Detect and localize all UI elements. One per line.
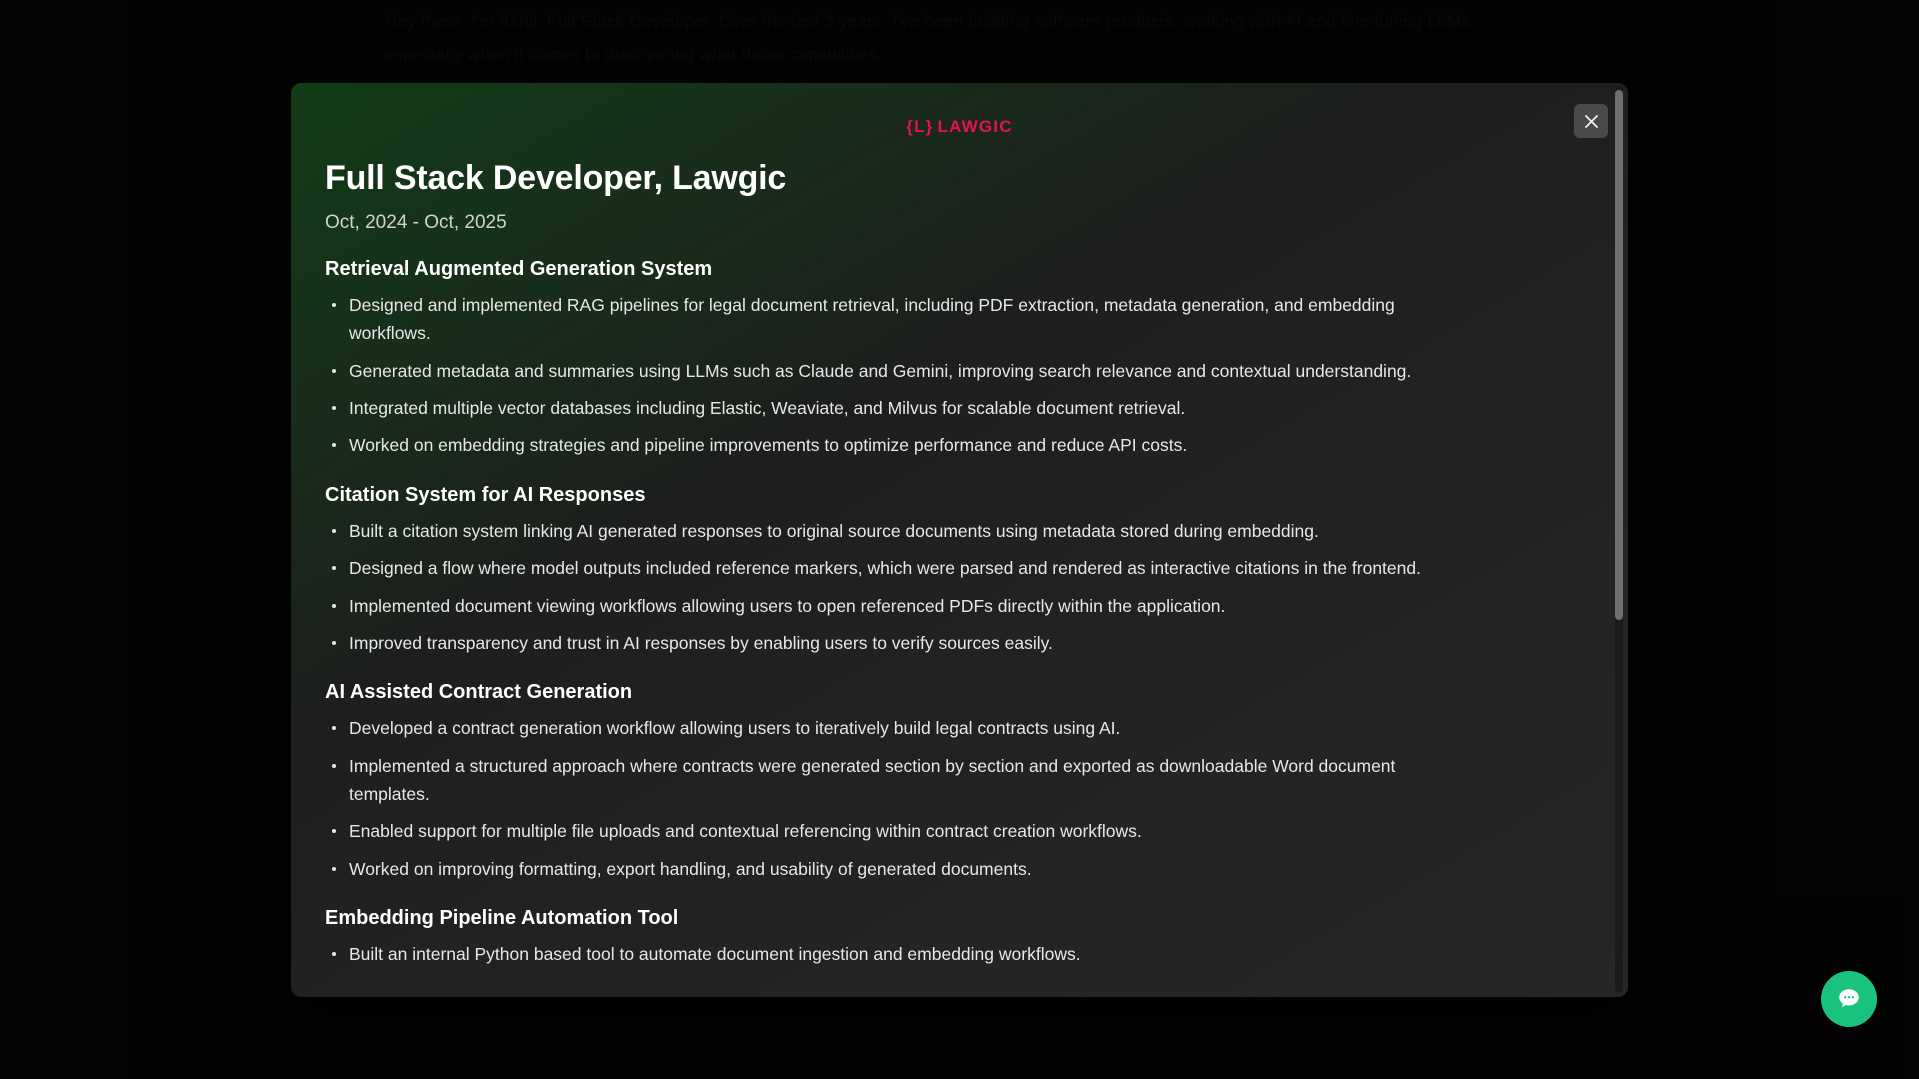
list-item: Implemented document viewing workflows allowing users to open referenced PDFs directly within the application.	[325, 592, 1470, 620]
list-item: Implemented a structured approach where contracts were generated section by section and exported as downloadable Word document templates.	[325, 752, 1470, 809]
chat-bubble-icon[interactable]	[1821, 971, 1877, 1027]
section-bullet-list	[325, 714, 1594, 883]
section-heading: Retrieval Augmented Generation System	[325, 258, 713, 281]
list-item: Worked on improving formatting, export handling, and usability of generated documents.	[325, 855, 1470, 883]
list-item: Generated metadata and summaries using LLMs such as Claude and Gemini, improving search relevance and contextual understanding.	[325, 357, 1470, 385]
page-title: Full Stack Developer, Lawgic	[325, 159, 787, 197]
experience-detail-modal	[291, 83, 1628, 997]
list-item: Built a citation system linking AI generated responses to original source documents using metadata stored during embedding.	[325, 517, 1470, 545]
section-bullet-list	[325, 291, 1594, 460]
scrollbar-thumb[interactable]	[1615, 90, 1623, 620]
modal-scroll-area[interactable]	[291, 83, 1628, 997]
job-dates: Oct, 2024 - Oct, 2025	[325, 212, 507, 234]
list-item: Worked on embedding strategies and pipeline improvements to optimize performance and reduce API costs.	[325, 431, 1470, 459]
list-item: Developed a contract generation workflow allowing users to iteratively build legal contracts using AI.	[325, 714, 1470, 742]
company-logo-name: LAWGIC	[937, 117, 1013, 136]
list-item: Designed and implemented RAG pipelines for legal document retrieval, including PDF extraction, metadata generation, and embedding workflows.	[325, 291, 1470, 348]
section-heading: Embedding Pipeline Automation Tool	[325, 906, 679, 929]
list-item: Built an internal Python based tool to automate document ingestion and embedding workflows.	[325, 940, 1470, 968]
section-bullet-list	[325, 517, 1594, 657]
modal-content	[291, 159, 1628, 968]
section-heading: AI Assisted Contract Generation	[325, 681, 633, 704]
list-item: Enabled support for multiple file uploads and contextual referencing within contract creation workflows.	[325, 817, 1470, 845]
close-icon[interactable]	[1574, 104, 1608, 138]
list-item: Integrated multiple vector databases including Elastic, Weaviate, and Milvus for scalable document retrieval.	[325, 394, 1470, 422]
section-heading: Citation System for AI Responses	[325, 483, 646, 506]
company-logo	[291, 117, 1628, 137]
company-logo-mark: {L}	[906, 117, 934, 136]
list-item: Designed a flow where model outputs included reference markers, which were parsed and rendered as interactive citations in the frontend.	[325, 554, 1470, 582]
list-item: Improved transparency and trust in AI responses by enabling users to verify sources easily.	[325, 629, 1470, 657]
section-bullet-list	[325, 940, 1594, 968]
